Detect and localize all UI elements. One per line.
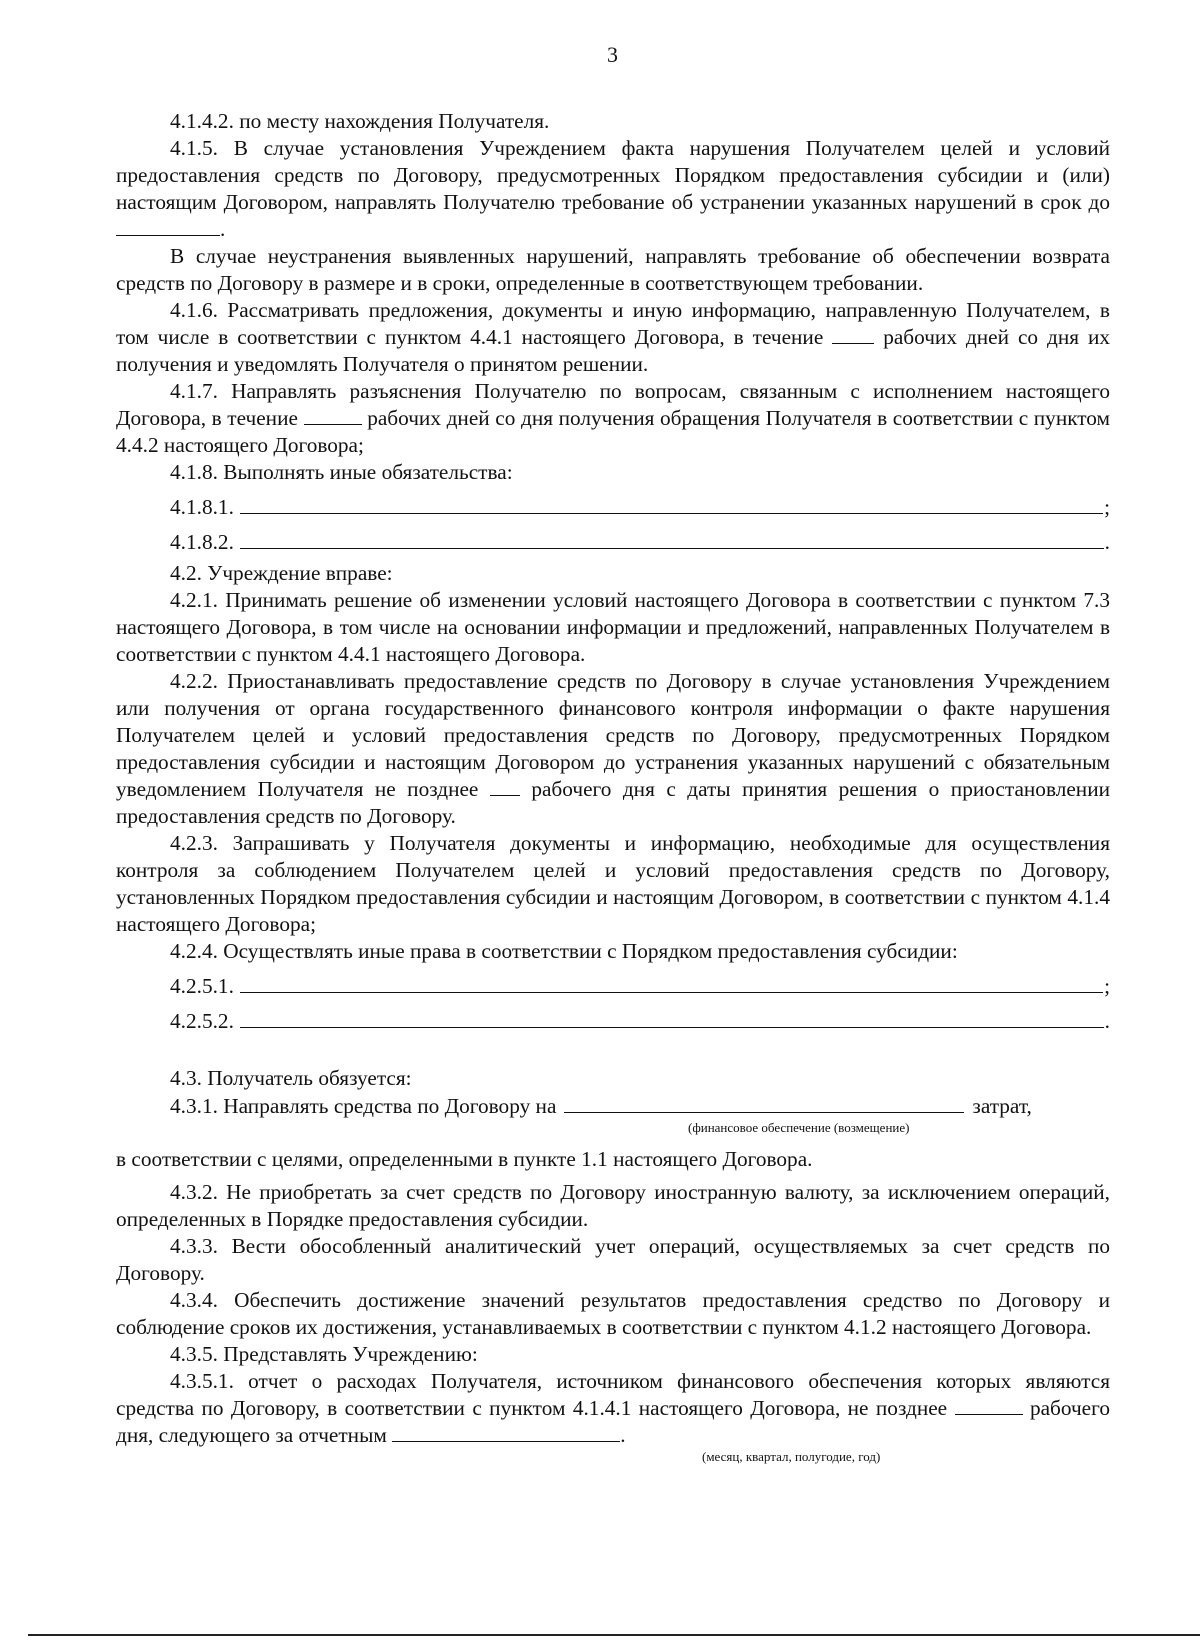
days-blank xyxy=(955,1396,1023,1415)
clause-4-3-2: 4.3.2. Не приобретать за счет средств по Договору иностранную валюту, за исключением операций, определенных в Порядке предоставления субсидии. xyxy=(116,1180,1110,1231)
clause-4-1-8: 4.1.8. Выполнять иные обязательства: xyxy=(170,460,513,484)
clause-4-2-5-1: 4.2.5.1. ; xyxy=(170,974,1110,998)
funding-type-blank xyxy=(564,1092,964,1113)
clause-4-2-3: 4.2.3. Запрашивать у Получателя документы и информацию, необходимые для осуществления контроля за соблюдением Получателем целей и условий предоставления средств по Договору, установленных Порядком предоставления субсидии и настоящим Договором, в соответствии с пунктом 4.1.4 настоящего Договора; xyxy=(116,831,1110,936)
clause-4-2-2: 4.2.2. Приостанавливать предоставление средств по Договору в случае установления Учреждением или получения от органа государственного финансового контроля информации о факте нарушения Получателем целей и условий предоставления средств по Договору, предусмотренных Порядком предоставления субсидии и настоящим Договором до устранения указанных нарушений с обязательным уведомлением Получателя не позднее рабочего дня с даты принятия решения о приостановлении предоставления средств по Договору. xyxy=(116,669,1110,828)
period-caption: (месяц, квартал, полугодие, год) xyxy=(702,1449,881,1464)
days-blank xyxy=(832,325,874,344)
days-blank xyxy=(490,777,520,796)
fill-in-line xyxy=(240,493,1103,514)
clause-4-3-1-cont: в соответствии с целями, определенными в пункте 1.1 настоящего Договора. xyxy=(116,1147,813,1171)
page-number: 3 xyxy=(607,42,618,67)
funding-type-caption: (финансовое обеспечение (возмещение) xyxy=(688,1120,910,1135)
clause-4-2-4: 4.2.4. Осуществлять иные права в соответствии с Порядком предоставления субсидии: xyxy=(170,939,958,963)
deadline-blank xyxy=(116,217,220,236)
fill-in-line xyxy=(240,528,1104,549)
clause-4-3-1: 4.3.1. Направлять средства по Договору на затрат, xyxy=(170,1094,1032,1118)
clause-4-3-4: 4.3.4. Обеспечить достижение значений результатов предоставления средство по Договору и соблюдение сроков их достижения, устанавливаемых в соответствии с пунктом 4.1.2 настоящего Договора. xyxy=(116,1288,1110,1339)
clause-4-2-5-2: 4.2.5.2. . xyxy=(170,1009,1110,1033)
clause-4-1-8-2: 4.1.8.2. . xyxy=(170,530,1110,554)
clause-4-1-5: 4.1.5. В случае установления Учреждением факта нарушения Получателем целей и условий предоставления средств по Договору, предусмотренных Порядком предоставления субсидии и (или) настоящим Договором, направлять Получателю требование об устранении указанных нарушений в срок до . xyxy=(116,136,1110,241)
clause-4-2: 4.2. Учреждение вправе: xyxy=(170,561,393,585)
document-body xyxy=(116,108,1110,1465)
clause-4-1-6: 4.1.6. Рассматривать предложения, документы и иную информацию, направленную Получателем, в том числе в соответствии с пунктом 4.4.1 настоящего Договора, в течение рабочих дней со дня их получения и уведомлять Получателя о принятом решении. xyxy=(116,298,1111,376)
clause-4-1-4-2: 4.1.4.2. по месту нахождения Получателя. xyxy=(170,109,550,133)
clause-4-1-7: 4.1.7. Направлять разъяснения Получателю по вопросам, связанным с исполнением настоящего Договора, в течение рабочих дней со дня получения обращения Получателя в соответствии с пунктом 4.4.2 настоящего Договора; xyxy=(116,379,1111,457)
fill-in-line xyxy=(240,972,1103,993)
period-blank xyxy=(392,1423,620,1442)
clause-4-3: 4.3. Получатель обязуется: xyxy=(170,1066,412,1090)
days-blank xyxy=(304,406,362,425)
clause-non-fix: В случае неустранения выявленных нарушений, направлять требование об обеспечении возврата средств по Договору в размере и в сроки, определенные в соответствующем требовании. xyxy=(116,244,1110,295)
clause-4-3-5-1: 4.3.5.1. отчет о расходах Получателя, источником финансового обеспечения которых являются средства по Договору, в соответствии с пунктом 4.1.4.1 настоящего Договора, не позднее рабочего дня, следующего за отчетным . xyxy=(116,1369,1110,1447)
clause-4-3-5: 4.3.5. Представлять Учреждению: xyxy=(170,1342,478,1366)
spacer xyxy=(116,1035,1110,1065)
clause-4-2-1: 4.2.1. Принимать решение об изменении условий настоящего Договора в соответствии с пунктом 7.3 настоящего Договора, в том числе на основании информации и предложений, направленных Получателем в соответствии с пунктом 4.4.1 настоящего Договора. xyxy=(116,588,1110,666)
fill-in-line xyxy=(240,1007,1104,1028)
clause-4-1-8-1: 4.1.8.1. ; xyxy=(170,495,1110,519)
clause-4-3-3: 4.3.3. Вести обособленный аналитический учет операций, осуществляемых за счет средств по Договору. xyxy=(116,1234,1110,1285)
bottom-edge-line xyxy=(28,1634,1200,1636)
